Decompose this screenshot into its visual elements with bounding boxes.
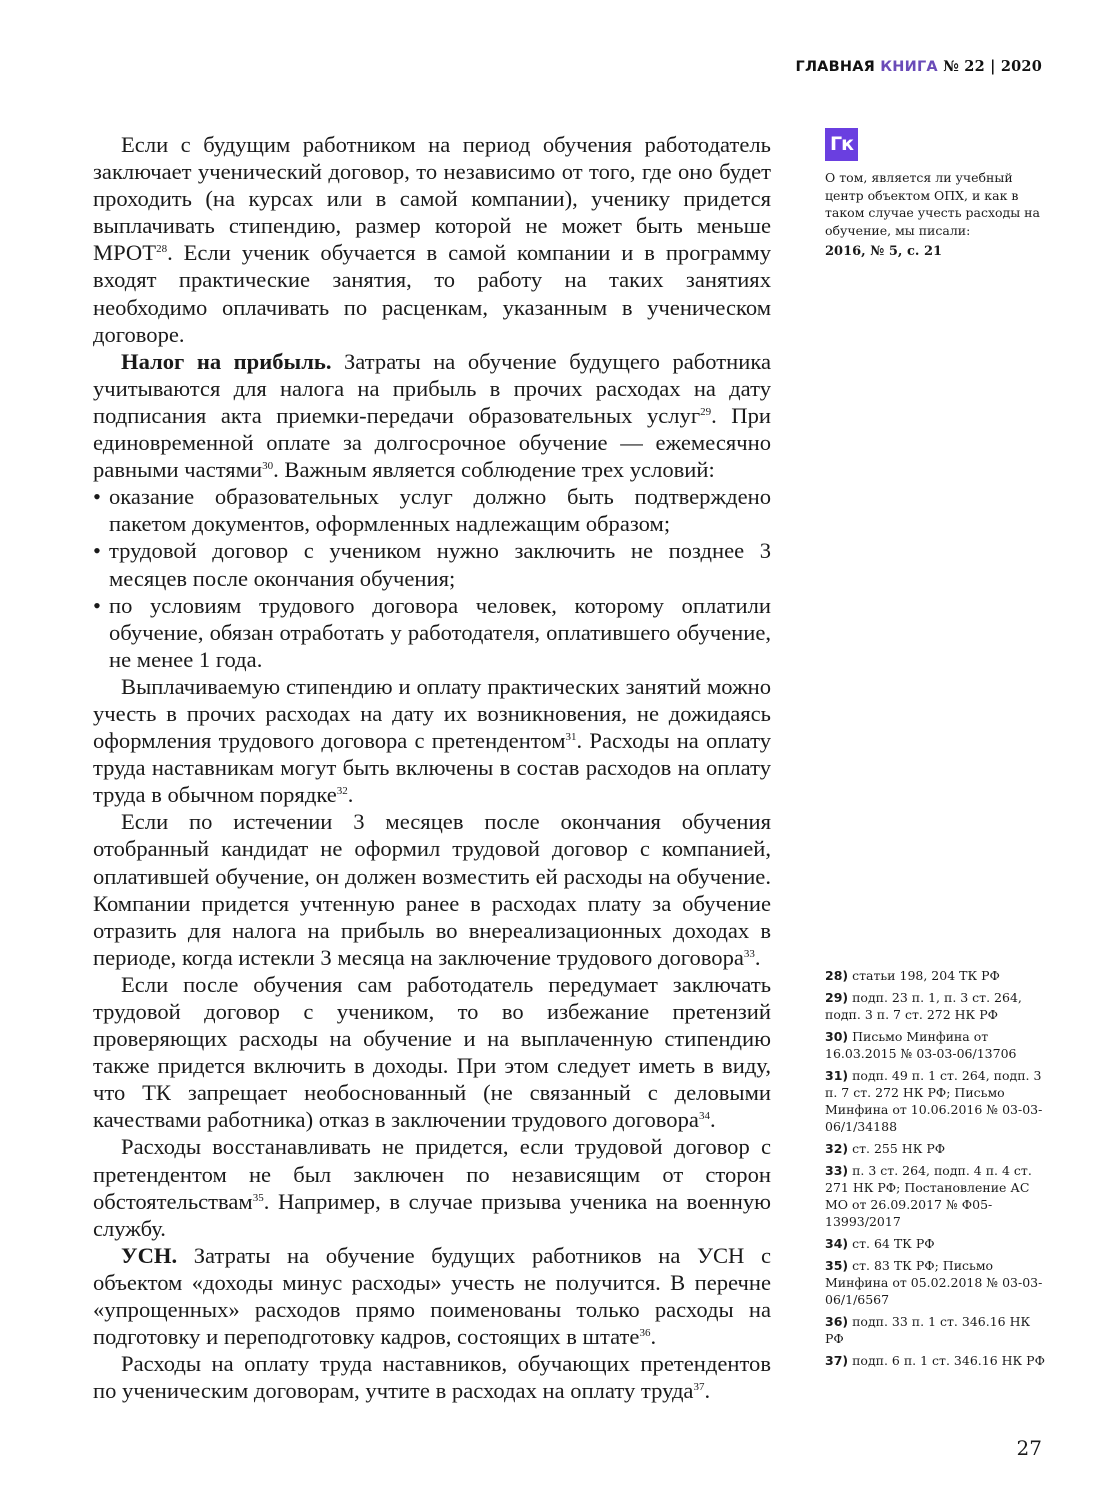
footnote-item: 29) подп. 23 п. 1, п. 3 ст. 264, подп. 3 п. 7 ст. 272 НК РФ [825, 990, 1022, 1022]
paragraph: Если после обучения сам работодатель передумает заключать трудовой договор с учеником, то во избежание претензий проверяющих расходы на обучение и на выплаченную стипендию также придется включить в доходы. При этом следует иметь в виду, что ТК запрещает необоснованный (не связанный с деловыми качествами работника) отказ в заключении трудового договора$^{34}$. [93, 971, 771, 1133]
footnote-ref[interactable]: 34 [698, 1110, 710, 1123]
footnote-ref[interactable]: 35 [252, 1191, 264, 1204]
sidebar-note-text: О том, является ли учебный центр объектом ОПХ, и как в таком случае учесть расходы на обучение, мы писали: [825, 170, 1040, 238]
bullet-icon: • [93, 592, 101, 618]
footnote-ref[interactable]: 31 [565, 731, 577, 744]
paragraph: Расходы на оплату труда наставников, обучающих претендентов по ученическим договорам, учтите в расходах на оплату труда$^{37}$. [93, 1351, 771, 1404]
footnote-ref[interactable]: 37 [693, 1381, 705, 1394]
masthead-title-part2: КНИГА [880, 59, 938, 75]
masthead-issue: № 22 | 2020 [943, 58, 1042, 75]
paragraph: УСН. Затраты на обучение будущих работников на УСН с объектом «доходы минус расходы» учесть не получится. В перечне «упрощенных» расходов прямо поименованы только расходы на подготовку и переподготовку кадров, состоящих в штате$^{36}$. [93, 1242, 771, 1350]
list-item: • по условиям трудового договора человек, которому оплатили обучение, обязан отработать у работодателя, оплатившего обучение, не менее 1 года. [93, 592, 771, 672]
footnote-item: 31) подп. 49 п. 1 ст. 264, подп. 3 п. 7 ст. 272 НК РФ; Письмо Минфина от 10.06.2016 № 03-03-06/1/34188 [825, 1068, 1043, 1134]
footnote-item: 36) подп. 33 п. 1 ст. 346.16 НК РФ [825, 1314, 1031, 1346]
conditions-list [93, 483, 771, 673]
footnote-ref[interactable]: 29 [700, 405, 712, 418]
footnote-item: 32) ст. 255 НК РФ [825, 1141, 946, 1156]
masthead-title-part1: ГЛАВНАЯ [795, 59, 875, 75]
section-heading-usn: УСН. [121, 1242, 178, 1268]
sidebar-reference-link[interactable]: 2016, № 5, с. 21 [825, 244, 943, 259]
sidebar-note [825, 128, 1045, 261]
footnote-item: 28) статьи 198, 204 ТК РФ [825, 968, 1000, 983]
paragraph: Если по истечении 3 месяцев после окончания обучения отобранный кандидат не оформил трудовой договор с компанией, оплатившей обучение, он должен возместить ей расходы на обучение. Компании придется учтенную ранее в расходах плату за обучение отразить для налога на прибыль во внереализационных доходах в периоде, когда истекли 3 месяца на заключение трудового договора$^{33}$. [93, 809, 771, 970]
footnote-ref[interactable]: 28 [156, 243, 168, 256]
footnote-ref[interactable]: 30 [262, 460, 274, 473]
footnotes [825, 967, 1050, 1374]
footnote-ref[interactable]: 36 [639, 1327, 651, 1340]
paragraph: Расходы восстанавливать не придется, если трудовой договор с претендентом не был заключен по независящим от сторон обстоятельствам$^{35}$. Например, в случае призыва ученика на военную службу. [93, 1134, 771, 1241]
bullet-icon: • [93, 484, 101, 510]
paragraph: Если с будущим работником на период обучения работодатель заключает ученический договор, то независимо от того, где оно будет проходить (на курсах или в самой компании), ученику придется выплачивать стипендию, размер которой не может быть меньше МРОТ$^{28}$. Если ученик обучается в самой компании и в программу входят практические занятия, то работу на таких занятиях необходимо оплачивать по расценкам, указанным в ученическом договоре. [93, 132, 771, 347]
footnote-item: 30) Письмо Минфина от 16.03.2015 № 03-03-06/13706 [825, 1029, 1017, 1061]
page-number: 27 [1016, 1436, 1042, 1460]
list-item: • оказание образовательных услуг должно быть подтверждено пакетом документов, оформленных надлежащим образом; [93, 484, 771, 537]
article-body [93, 131, 771, 1404]
footnote-item: 34) ст. 64 ТК РФ [825, 1236, 935, 1251]
gk-logo-icon: Гк [825, 128, 858, 161]
list-item: • трудовой договор с учеником нужно заключить не позднее 3 месяцев после окончания обучения; [93, 538, 771, 591]
bullet-icon: • [93, 538, 101, 564]
footnote-item: 37) подп. 6 п. 1 ст. 346.16 НК РФ [825, 1353, 1045, 1368]
footnote-ref[interactable]: 33 [743, 947, 755, 960]
masthead [796, 58, 1043, 75]
section-heading-profit-tax: Налог на прибыль. [121, 348, 332, 374]
paragraph: Выплачиваемую стипендию и оплату практических занятий можно учесть в прочих расходах на дату их возникновения, не дожидаясь оформления трудового договора с претендентом$^{31}$. Расходы на оплату труда наставникам могут быть включены в состав расходов на оплату труда в обычном порядке$^{32}$. [93, 673, 771, 808]
paragraph: Налог на прибыль. Затраты на обучение будущего работника учитываются для налога на прибыль в прочих расходах на дату подписания акта приемки-передачи образовательных услуг$^{29}$. При единовременной оплате за долгосрочное обучение — ежемесячно равными частями$^{30}$. Важным является соблюдение трех условий: [93, 348, 771, 483]
footnote-ref[interactable]: 32 [336, 785, 348, 798]
footnote-item: 35) ст. 83 ТК РФ; Письмо Минфина от 05.02.2018 № 03-03-06/1/6567 [825, 1258, 1043, 1307]
footnote-item: 33) п. 3 ст. 264, подп. 4 п. 4 ст. 271 НК РФ; Постановление АС МО от 26.09.2017 № Ф05-13993/2017 [825, 1163, 1032, 1229]
